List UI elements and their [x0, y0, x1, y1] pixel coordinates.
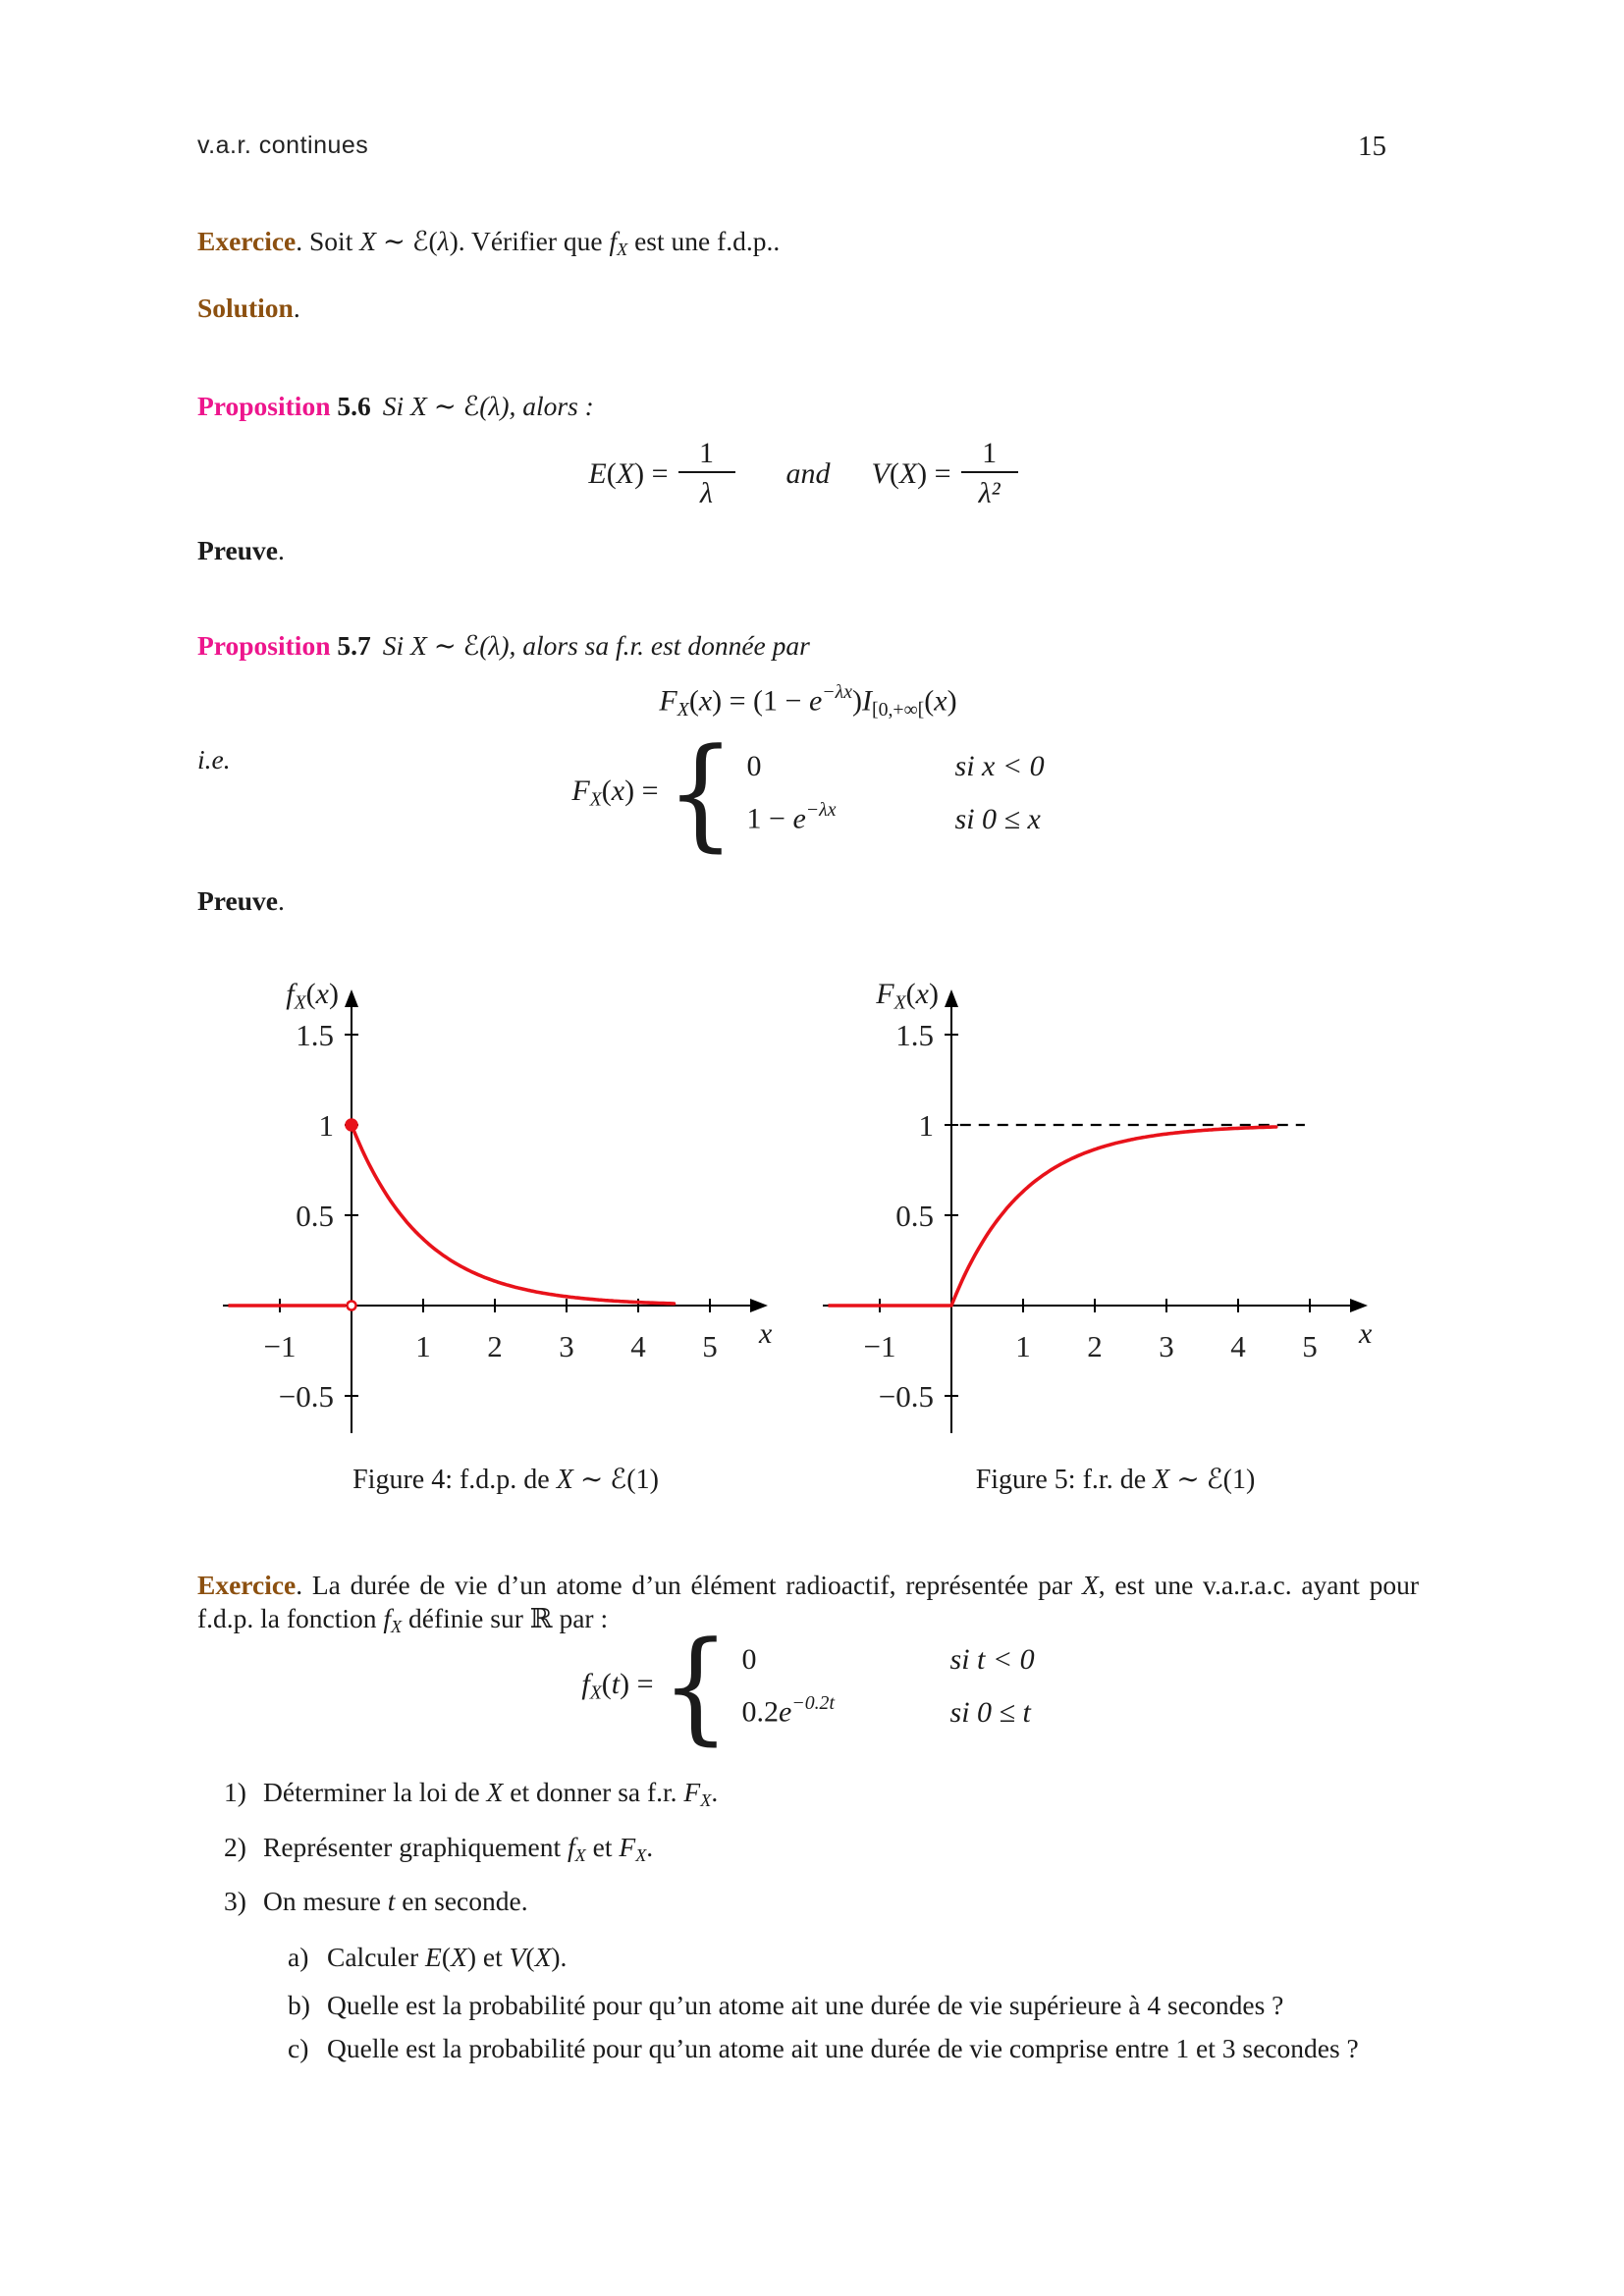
text-segment: f: [581, 1668, 590, 1701]
cases-rows: [742, 1643, 1035, 1729]
text-segment: (: [601, 774, 612, 808]
text-segment: ) = (1 −: [712, 684, 809, 718]
x-axis-arrow: [750, 1299, 768, 1312]
x-tick-label: 3: [559, 1329, 574, 1363]
case-value: [742, 1643, 950, 1677]
text-segment: x: [915, 978, 929, 1010]
figure-4-caption: [191, 1463, 820, 1496]
text-segment: (: [924, 684, 935, 718]
list-subitem-a: [288, 1939, 1419, 1976]
x-tick-label: −1: [863, 1329, 896, 1363]
text-segment: E: [588, 456, 607, 490]
preuve-1-line: [197, 535, 285, 566]
fraction: [961, 437, 1018, 510]
text-segment: ∼ ℰ(: [376, 226, 438, 256]
fraction-denominator: λ: [678, 471, 735, 511]
case-value: [747, 799, 955, 835]
text-segment: .: [646, 1832, 654, 1862]
text-segment: Proposition: [197, 391, 331, 421]
text-segment: X: [677, 698, 689, 721]
text-segment: 5.7: [330, 630, 371, 661]
text-segment: x: [315, 978, 329, 1010]
x-tick-label: 3: [1159, 1329, 1174, 1363]
y-axis-label: [791, 978, 939, 1015]
text-segment: On mesure: [263, 1886, 388, 1916]
text-segment: ) =: [634, 456, 669, 490]
text-segment: ). Vérifier que: [449, 226, 610, 256]
text-segment: f: [609, 226, 618, 256]
text-segment: −λx: [805, 799, 837, 822]
text-segment: e: [808, 684, 823, 718]
text-segment: F: [571, 774, 590, 808]
text-segment: (: [905, 978, 916, 1010]
text-segment: e: [792, 802, 806, 835]
proposition-5-7-heading: [197, 630, 810, 662]
list-item-marker: c): [288, 2033, 309, 2063]
text-segment: ∼ ℰ(1): [572, 1465, 659, 1495]
x-tick-label: −1: [263, 1329, 297, 1363]
text-segment: f: [568, 1832, 575, 1862]
open-dot: [348, 1302, 356, 1310]
x-tick-label: 4: [630, 1329, 646, 1363]
list-item-text: [327, 1990, 1283, 2020]
text-segment: Représenter graphiquement: [263, 1832, 568, 1862]
case-condition: [950, 1643, 1035, 1677]
text-segment: F: [683, 1777, 701, 1807]
y-tick-label: 1.5: [895, 1018, 934, 1052]
text-segment: X: [574, 1845, 586, 1866]
text-segment: et: [585, 1832, 620, 1862]
running-header: v.a.r. continues: [197, 132, 369, 159]
figure-5-plot: [791, 972, 1420, 1463]
left-brace: {: [666, 722, 735, 864]
text-segment: .: [711, 1777, 719, 1807]
y-tick-label: 0.5: [296, 1199, 334, 1233]
case-row: [747, 750, 1045, 783]
list-item-text: [327, 1942, 567, 1972]
case-value: [742, 1692, 950, 1729]
text-segment: ): [852, 684, 862, 718]
text-segment: Exercice: [197, 226, 297, 256]
x-tick-label: 1: [1015, 1329, 1031, 1363]
x-tick-label: 2: [1087, 1329, 1103, 1363]
text-segment: x: [934, 684, 947, 718]
text-segment: t: [387, 1886, 396, 1916]
text-segment: t: [611, 1668, 621, 1701]
text-segment: en seconde.: [395, 1886, 528, 1916]
text-segment: Solution: [197, 293, 294, 323]
x-tick-label: 4: [1230, 1329, 1246, 1363]
text-segment: (: [525, 1942, 535, 1972]
proposition-5-6-heading: [197, 391, 594, 422]
list-item-2: [224, 1832, 1419, 1866]
fraction-numerator: 1: [982, 437, 998, 469]
text-segment: X: [617, 240, 628, 260]
text-segment: , est une v.a.r.a.c. ayant pour f.d.p. la fonction: [197, 1570, 1420, 1633]
text-segment: X: [556, 1465, 573, 1495]
text-segment: Si X ∼ ℰ(λ), alors :: [382, 391, 594, 421]
text-segment: X: [589, 788, 602, 811]
text-segment: λ: [437, 226, 450, 256]
text-segment: Figure 5: f.r. de: [975, 1465, 1154, 1495]
text-segment: ) et: [466, 1942, 510, 1972]
text-segment: X: [898, 456, 918, 490]
y-tick-label: 0.5: [895, 1199, 934, 1233]
text-segment: (: [606, 456, 617, 490]
y-tick-label: 1: [918, 1108, 934, 1143]
text-segment: 0.2: [741, 1695, 780, 1729]
text-segment: .: [277, 885, 285, 916]
text-segment: ).: [551, 1942, 568, 1972]
preuve-2-line: [197, 885, 285, 917]
text-segment: Calculer: [327, 1942, 426, 1972]
formula-lhs: [588, 457, 668, 491]
x-tick-label: 5: [1302, 1329, 1318, 1363]
case-condition: [955, 750, 1045, 783]
text-segment: (: [889, 456, 899, 490]
text-segment: E: [425, 1942, 442, 1972]
text-segment: X: [451, 1942, 467, 1972]
x-axis-label: x: [759, 1317, 773, 1350]
fraction: [678, 437, 735, 510]
text-segment: X: [391, 1616, 403, 1636]
text-segment: si x < 0: [954, 750, 1045, 783]
text-segment: définie sur ℝ par :: [402, 1602, 609, 1633]
cases-lhs: [571, 774, 658, 812]
list-item-text: [263, 1832, 654, 1866]
text-segment: Proposition: [197, 630, 331, 661]
list-item-marker: 3): [224, 1886, 246, 1916]
text-segment: Figure 4: f.d.p. de: [352, 1465, 557, 1495]
y-tick-label: −0.5: [878, 1379, 934, 1414]
text-segment: Preuve: [197, 535, 278, 565]
formula-body: [659, 681, 956, 721]
text-segment: X: [1153, 1465, 1170, 1495]
text-segment: x: [698, 684, 713, 718]
text-segment: V: [871, 456, 890, 490]
text-segment: f: [383, 1602, 392, 1633]
list-item-text: [263, 1777, 719, 1811]
page-number: 15: [1358, 131, 1386, 162]
text-segment: Quelle est la probabilité pour qu’un atome ait une durée de vie supérieure à 4 secondes ?: [327, 1990, 1284, 2020]
list-item-3: [224, 1886, 1419, 1917]
y-axis-label: [191, 978, 339, 1015]
exercise-1-line: [197, 226, 780, 260]
text-segment: [0,+∞[: [872, 698, 925, 721]
filled-dot: [347, 1120, 357, 1131]
text-segment: I: [862, 684, 872, 718]
text-segment: ): [947, 684, 957, 718]
text-segment: si t < 0: [949, 1643, 1035, 1677]
list-item-marker: 1): [224, 1777, 246, 1807]
solution-line: [197, 293, 300, 324]
text-segment: X: [534, 1942, 552, 1972]
x-axis-label: x: [1359, 1317, 1373, 1350]
text-segment: . Soit: [296, 226, 360, 256]
text-segment: Quelle est la probabilité pour qu’un atome ait une durée de vie comprise entre 1 et 3 secondes ?: [327, 2033, 1359, 2063]
list-subitem-c: [288, 2030, 1419, 2067]
exercise-2-paragraph: [197, 1569, 1419, 1637]
case-row: [742, 1692, 1035, 1729]
text-segment: x: [611, 774, 625, 808]
text-segment: −0.2t: [791, 1692, 835, 1715]
text-segment: i.e.: [197, 744, 231, 774]
text-segment: Preuve: [197, 885, 278, 916]
figure-4-plot: [191, 972, 820, 1463]
text-segment: −λx: [822, 681, 852, 703]
y-axis-arrow: [345, 989, 358, 1007]
list-item-marker: b): [288, 1990, 310, 2020]
list-item-1: [224, 1777, 1419, 1811]
case-row: [747, 799, 1045, 835]
text-segment: V: [509, 1942, 526, 1972]
text-segment: ): [329, 978, 339, 1010]
curve: [352, 1125, 675, 1304]
x-tick-label: 2: [487, 1329, 503, 1363]
text-segment: (: [601, 1668, 612, 1701]
text-segment: X: [700, 1790, 712, 1811]
text-segment: X: [616, 456, 635, 490]
text-segment: et donner sa f.r.: [503, 1777, 684, 1807]
case-row: [742, 1643, 1035, 1677]
figure-5-caption: [801, 1463, 1430, 1496]
curve: [951, 1127, 1276, 1306]
proposition-5-6-formula: [197, 437, 1419, 510]
text-segment: .: [293, 293, 300, 323]
x-tick-label: 1: [415, 1329, 431, 1363]
case-condition: [950, 1696, 1035, 1730]
and-connector: [786, 457, 831, 491]
text-segment: (: [441, 1942, 452, 1972]
list-subitem-b: [288, 1987, 1419, 2024]
left-brace: {: [661, 1616, 731, 1757]
cases-rows: [747, 750, 1045, 835]
text-segment: ∼ ℰ(1): [1169, 1465, 1256, 1495]
cases-lhs: [581, 1668, 653, 1705]
formula-lhs: [872, 457, 951, 491]
text-segment: est une f.d.p..: [627, 226, 781, 256]
plot-svg: [791, 972, 1420, 1463]
proposition-5-7-formula: [197, 681, 1419, 721]
text-segment: X: [893, 991, 906, 1014]
y-tick-label: −0.5: [278, 1379, 334, 1414]
text-segment: 0: [746, 750, 762, 783]
text-segment: 5.6: [330, 391, 371, 421]
text-segment: ) =: [620, 1668, 654, 1701]
text-segment: Si X ∼ ℰ(λ), alors sa f.r. est donnée par: [382, 630, 810, 661]
text-segment: F: [659, 684, 677, 718]
text-segment: . La durée de vie d’un atome d’un élément radioactif, représentée par: [296, 1570, 1082, 1600]
text-segment: e: [779, 1695, 792, 1729]
text-segment: X: [294, 991, 306, 1014]
fraction-numerator: 1: [699, 437, 714, 469]
text-segment: ) =: [917, 456, 951, 490]
text-segment: ): [929, 978, 939, 1010]
fr-cases-formula: [197, 722, 1419, 864]
text-segment: F: [876, 978, 894, 1010]
text-segment: (: [305, 978, 316, 1010]
text-segment: X: [1081, 1570, 1099, 1600]
case-value: [747, 750, 955, 783]
case-condition: [955, 803, 1045, 836]
text-segment: X: [359, 226, 377, 256]
plot-svg: [191, 972, 820, 1463]
text-segment: 1 −: [746, 802, 793, 835]
y-axis-arrow: [945, 989, 958, 1007]
text-segment: (: [688, 684, 699, 718]
list-item-marker: a): [288, 1942, 309, 1972]
text-segment: si 0 ≤ x: [954, 802, 1041, 835]
text-segment: .: [277, 535, 285, 565]
x-tick-label: 5: [702, 1329, 718, 1363]
text-segment: X: [486, 1777, 504, 1807]
text-segment: and: [785, 456, 831, 490]
list-item-marker: 2): [224, 1832, 246, 1862]
y-tick-label: 1.5: [296, 1018, 334, 1052]
text-segment: si 0 ≤ t: [949, 1695, 1031, 1729]
text-segment: Déterminer la loi de: [263, 1777, 487, 1807]
fraction-denominator: λ²: [961, 471, 1018, 511]
y-tick-label: 1: [318, 1108, 334, 1143]
text-segment: X: [635, 1845, 647, 1866]
text-segment: F: [619, 1832, 636, 1862]
text-segment: 0: [741, 1643, 757, 1677]
text-segment: ) =: [624, 774, 659, 808]
x-axis-arrow: [1350, 1299, 1368, 1312]
list-item-text: [263, 1886, 528, 1916]
text-segment: f: [286, 978, 295, 1010]
text-segment: Exercice: [197, 1570, 297, 1600]
text-segment: X: [589, 1682, 602, 1704]
list-item-text: [327, 2033, 1359, 2063]
